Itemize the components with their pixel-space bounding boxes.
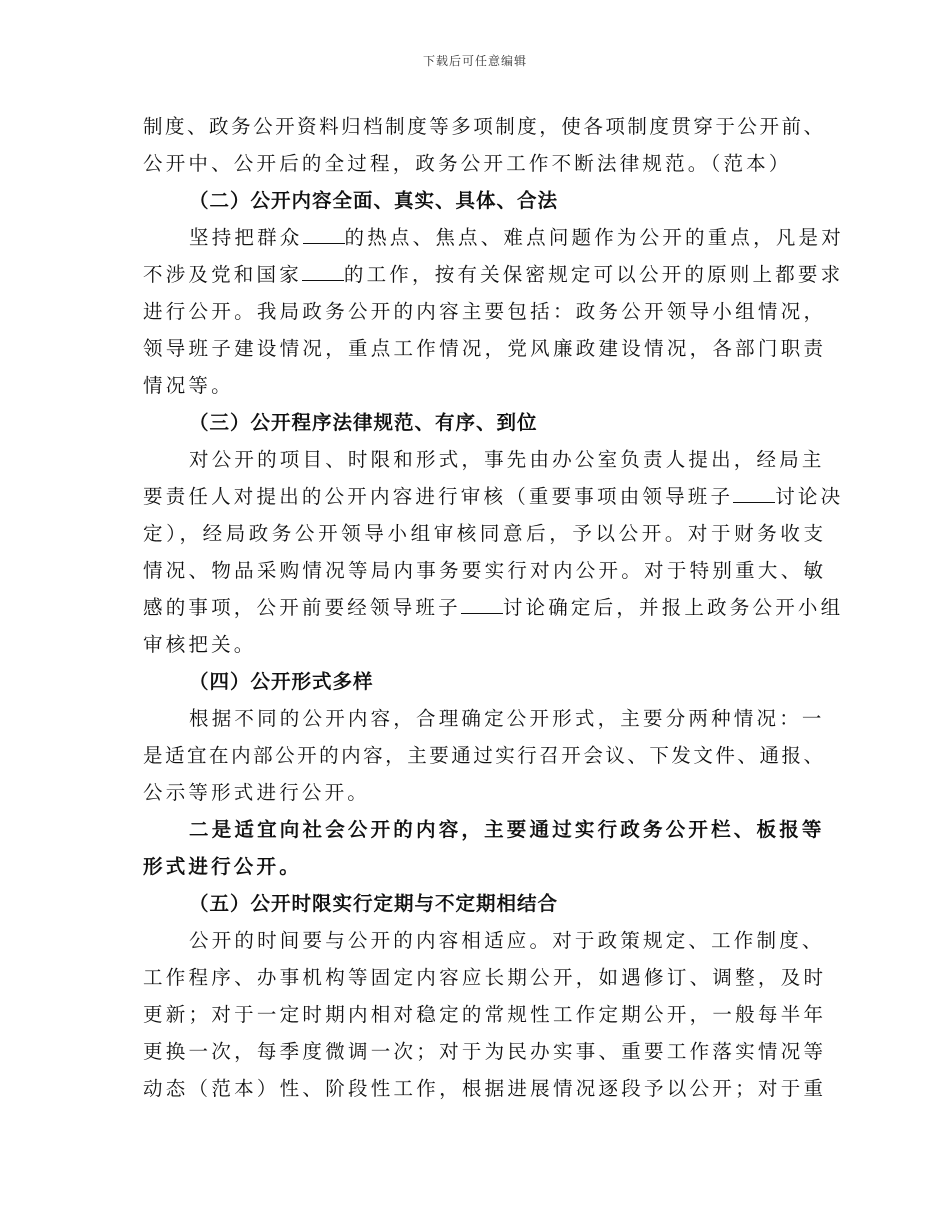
- paragraph-line: [143, 589, 844, 626]
- paragraph-line: 制度、政务公开资料归档制度等多项制度，使各项制度贯穿于公开前、: [143, 115, 823, 138]
- text-segment: 不涉及党和国家: [143, 263, 302, 286]
- fill-in-blank: [303, 229, 345, 244]
- paragraph-line: [143, 256, 844, 293]
- paragraph-line: 审核把关。: [143, 633, 257, 656]
- paragraph-line: 对公开的项目、时限和形式，事先由办公室负责人提出，经局主: [189, 448, 825, 471]
- paragraph-line: 公开中、公开后的全过程，政务公开工作不断法律规范。（范本）: [143, 152, 792, 175]
- paragraph-line: 根据不同的公开内容，合理确定公开形式，主要分两种情况：一: [189, 707, 825, 730]
- text-segment: 的热点、焦点、难点问题作为公开的重点，凡是对: [344, 226, 844, 249]
- paragraph-line: [143, 478, 844, 515]
- document-body: [143, 108, 844, 1107]
- paragraph-line: 定），经局政务公开领导小组审核同意后，予以公开。对于财务收支: [143, 522, 823, 545]
- text-segment: 感的事项，公开前要经领导班子: [143, 596, 461, 619]
- text-segment: 讨论确定后，并报上政务公开小组: [502, 596, 844, 619]
- section-heading: （四）公开形式多样: [189, 670, 374, 693]
- fill-in-blank: [461, 599, 503, 614]
- fill-in-blank: [302, 266, 344, 281]
- text-segment: 讨论决: [775, 485, 844, 508]
- paragraph-line: 进行公开。我局政务公开的内容主要包括：政务公开领导小组情况，: [143, 300, 823, 323]
- paragraph-line: 更新；对于一定时期内相对稳定的常规性工作定期公开，一般每半年: [143, 1003, 823, 1026]
- section-heading: （三）公开程序法律规范、有序、到位: [189, 411, 538, 434]
- paragraph-line: 是适宜在内部公开的内容，主要通过实行召开会议、下发文件、通报、: [143, 744, 823, 767]
- paragraph-line: 领导班子建设情况，重点工作情况，党风廉政建设情况，各部门职责: [143, 337, 823, 360]
- paragraph-line: 二是适宜向社会公开的内容，主要通过实行政务公开栏、板报等: [189, 818, 825, 841]
- paragraph-line: 工作程序、办事机构等固定内容应长期公开，如遇修订、调整，及时: [143, 966, 823, 989]
- paragraph-line: 动态（范本）性、阶段性工作，根据进展情况逐段予以公开；对于重: [143, 1077, 823, 1100]
- paragraph-line: 情况等。: [143, 374, 234, 397]
- text-segment: 的工作，按有关保密规定可以公开的原则上都要求: [343, 263, 844, 286]
- paragraph-line: [143, 219, 844, 256]
- section-heading: （二）公开内容全面、真实、具体、合法: [189, 189, 559, 212]
- paragraph-line: 更换一次，每季度微调一次；对于为民办实事、重要工作落实情况等: [143, 1040, 823, 1063]
- paragraph-line: 情况、物品采购情况等局内事务要实行对内公开。对于特别重大、敏: [143, 559, 823, 582]
- page-header: 下载后可任意编辑: [422, 54, 527, 68]
- text-segment: 要责任人对提出的公开内容进行审核（重要事项由领导班子: [143, 485, 734, 508]
- paragraph-line: 公开的时间要与公开的内容相适应。对于政策规定、工作制度、: [189, 929, 825, 952]
- paragraph-line: 公示等形式进行公开。: [143, 781, 371, 804]
- section-heading: （五）公开时限实行定期与不定期相结合: [189, 892, 559, 915]
- paragraph-line: 形式进行公开。: [143, 855, 302, 878]
- fill-in-blank: [733, 488, 775, 503]
- text-segment: 坚持把群众: [189, 226, 303, 249]
